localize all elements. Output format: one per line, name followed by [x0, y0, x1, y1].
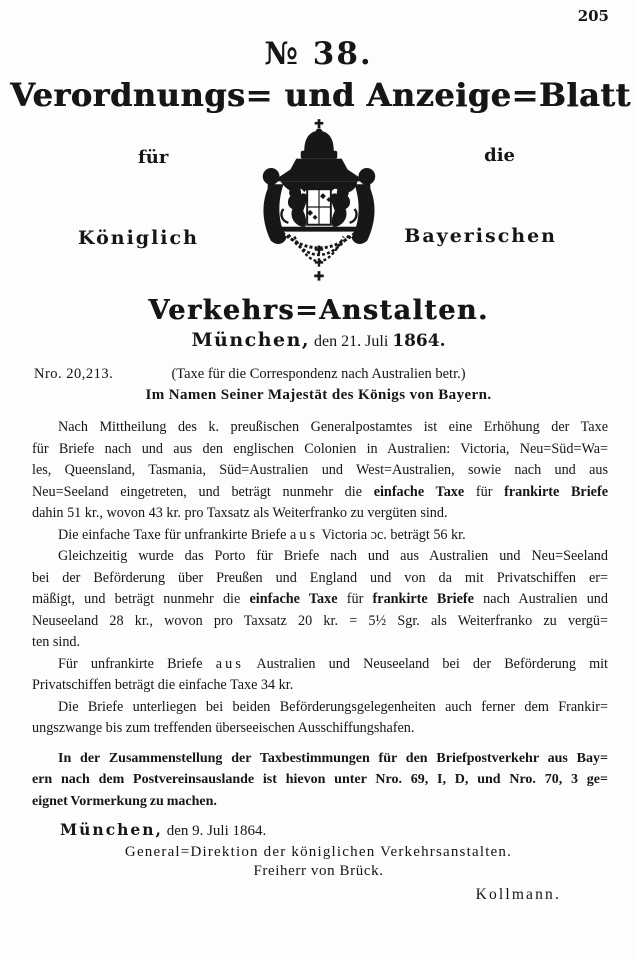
text-segment: ern nach dem Postvereinsauslande ist hievon unter Nro. 69, I, D, und Nro. 70, 3 ge=: [32, 772, 608, 787]
text-segment: Victoria ɔc. beträgt 56 kr.: [318, 526, 466, 543]
dateline-middle: den 21. Juli: [310, 333, 393, 350]
masthead-word-bayerischen: Bayerischen: [404, 225, 557, 247]
text-segment: les, Queensland, Tasmania, Süd=Australien und West=Australien, sowie nach und aus: [32, 462, 608, 478]
paragraph: [32, 697, 608, 740]
masthead-band: [0, 119, 637, 291]
issue-number: № 38.: [264, 36, 373, 72]
bavarian-coat-of-arms-icon: [245, 119, 393, 291]
text-line: [32, 460, 608, 482]
org-title: Verkehrs=Anstalten.: [148, 295, 489, 326]
text-segment: Neu=Seeland eingetreten, und beträgt nunmehr die: [32, 483, 374, 500]
text-segment: einfache Taxe: [249, 591, 338, 607]
text-line: [32, 503, 608, 525]
paragraph: [32, 748, 608, 813]
text-line: [32, 675, 608, 697]
paragraph: [32, 654, 608, 697]
text-segment: Gleichzeitig wurde das Porto für Briefe nach und aus Australien und Neu=Seeland: [58, 548, 608, 564]
issuing-authority: General=Direktion der königlichen Verkehrsanstalten.: [124, 844, 513, 860]
paragraph: [32, 417, 608, 525]
text-line: [32, 417, 608, 439]
masthead-word-koeniglich: Königlich: [78, 227, 199, 249]
paragraph: [32, 546, 608, 654]
text-line: [32, 791, 608, 813]
text-segment: einfache Taxe: [373, 483, 465, 500]
text-segment: ungszwange bis zum treffenden überseeischen Ausschiffungshafen.: [32, 720, 415, 736]
decree-body: [32, 417, 608, 812]
text-line: [32, 718, 608, 740]
text-line: [32, 748, 608, 770]
text-segment: Australien und Neuseeland bei der Beförderung mit: [243, 655, 608, 672]
text-line: [32, 525, 608, 547]
text-segment: frankirte Briefe: [504, 483, 608, 500]
text-line: [32, 439, 608, 461]
masthead-word-die: die: [484, 145, 515, 166]
text-line: [32, 769, 608, 791]
text-segment: Nach Mittheilung des k. preußischen Generalpostamtes ist eine Erhöhung der Taxe: [58, 419, 608, 435]
text-segment: aus: [289, 526, 319, 543]
paragraph: [32, 525, 608, 547]
gazette-title: Verordnungs= und Anzeige=Blatt: [10, 76, 631, 114]
text-line: [32, 589, 608, 611]
text-segment: eignet Vormerkung zu machen.: [32, 793, 217, 809]
countersignature-name: Kollmann.: [475, 886, 561, 903]
text-segment: dahin 51 kr., wovon 43 kr. pro Taxsatz als Weiterfranko zu vergüten sind.: [32, 505, 448, 521]
text-segment: für: [464, 483, 505, 500]
text-segment: nach Australien und: [473, 591, 608, 607]
text-segment: ten sind.: [32, 634, 81, 650]
text-segment: bei der Beförderung über Preußen und England und von da mit Privatschiffen er=: [32, 569, 608, 586]
text-segment: Neuseeland 28 kr., wovon pro Taxsatz 20 kr. = 5½ Sgr. als Weiterfranko zu vergü=: [32, 612, 608, 629]
text-segment: frankirte Briefe: [372, 591, 474, 607]
masthead-word-fuer: für: [138, 147, 169, 168]
text-segment: für: [337, 591, 373, 607]
royal-proclamation-line: Im Namen Seiner Majestät des Königs von Bayern.: [145, 387, 492, 403]
text-line: [32, 697, 608, 719]
dateline-year: 1864.: [392, 331, 446, 351]
text-segment: Die einfache Taxe für unfrankirte Briefe: [58, 526, 290, 543]
text-segment: für Briefe nach und aus den englischen Colonien in Australien: Victoria, Neu=Süd=Wa=: [32, 440, 608, 457]
dateline-city: München,: [191, 329, 311, 351]
decree-subject: (Taxe für die Correspondenz nach Australien betr.): [171, 366, 466, 382]
text-line: [32, 632, 608, 654]
text-segment: aus: [215, 655, 244, 672]
page-number: 205: [577, 7, 609, 25]
text-line: [32, 611, 608, 633]
text-segment: mäßigt, und beträgt nunmehr die: [32, 591, 250, 607]
decree-reference-row: [0, 366, 637, 384]
text-line: [32, 654, 608, 676]
text-segment: Für unfrankirte Briefe: [58, 655, 216, 672]
closing-date: den 9. Juli 1864.: [162, 823, 267, 839]
masthead-dateline: [0, 329, 637, 351]
text-line: [32, 482, 608, 504]
text-segment: Privatschiffen beträgt die einfache Taxe 34 kr.: [32, 677, 294, 693]
text-line: [32, 546, 608, 568]
text-line: [32, 568, 608, 590]
closing-city: München,: [60, 820, 163, 839]
text-segment: Die Briefe unterliegen bei beiden Beförderungsgelegenheiten auch ferner dem Frankir=: [58, 698, 608, 715]
closing-place-date: [60, 820, 637, 840]
text-segment: In der Zusammenstellung der Taxbestimmungen für den Briefpostverkehr aus Bay=: [58, 750, 608, 766]
decree-reference-number: Nro. 20,213.: [34, 366, 114, 382]
signature-name: Freiherr von Brück.: [253, 863, 384, 879]
